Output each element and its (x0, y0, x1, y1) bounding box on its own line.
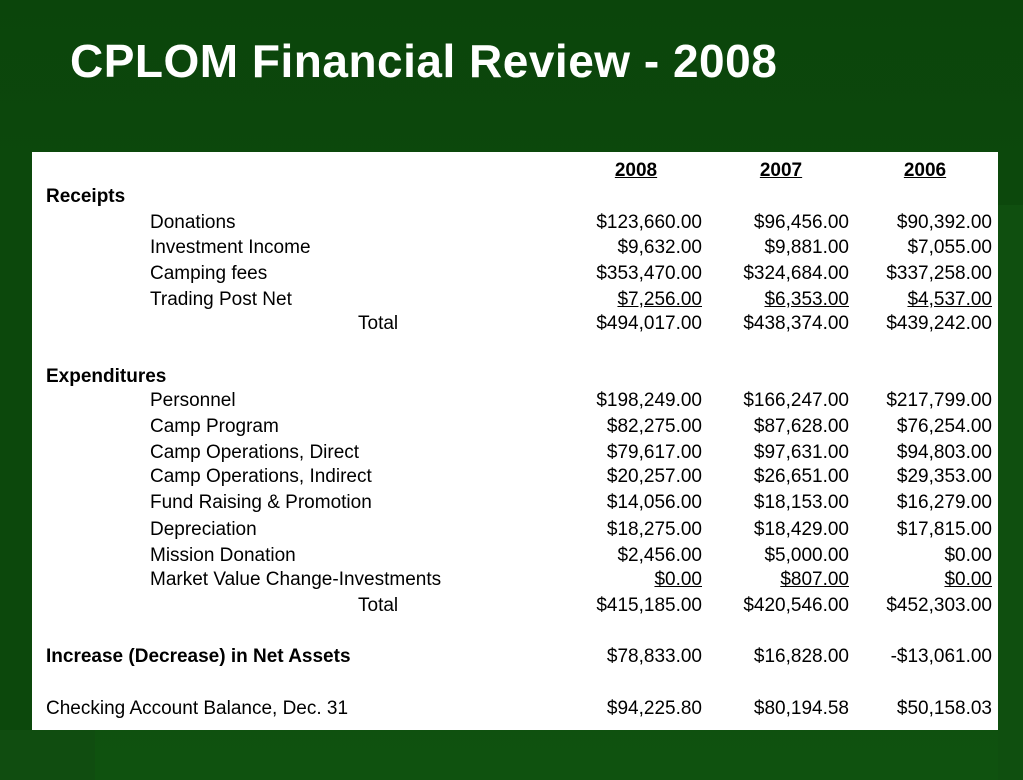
receipts-heading: Receipts (46, 186, 126, 207)
receipts-total-2008: $494,017.00 (596, 313, 702, 334)
net-assets-2008: $78,833.00 (606, 646, 702, 667)
expenditures-total-2008: $415,185.00 (596, 595, 702, 616)
cell-2008: $2,456.00 (617, 545, 702, 566)
background-block (0, 730, 95, 780)
row-label: Depreciation (150, 519, 257, 540)
row-label: Trading Post Net (150, 289, 292, 310)
cell-2006: $16,279.00 (896, 492, 992, 513)
year-header-2007: 2007 (759, 160, 803, 181)
cell-2008: $353,470.00 (596, 263, 702, 284)
cell-2008: $82,275.00 (606, 416, 702, 437)
receipts-total-2007: $438,374.00 (743, 313, 849, 334)
net-assets-2007: $16,828.00 (753, 646, 849, 667)
cell-value: $6,353.00 (764, 289, 849, 310)
checking-balance-2008: $94,225.80 (606, 698, 702, 719)
row-label: Mission Donation (150, 545, 296, 566)
cell-2008: $14,056.00 (606, 492, 702, 513)
cell-2006 (812, 289, 992, 311)
cell-2007: $18,153.00 (753, 492, 849, 513)
cell-2008: $9,632.00 (617, 237, 702, 258)
cell-2007: $96,456.00 (753, 212, 849, 233)
checking-balance-2006: $50,158.03 (896, 698, 992, 719)
cell-2006: $29,353.00 (896, 466, 992, 487)
slide-title: CPLOM Financial Review - 2008 (70, 35, 778, 87)
cell-2008: $198,249.00 (596, 390, 702, 411)
cell-2007: $166,247.00 (743, 390, 849, 411)
cell-2008: $20,257.00 (606, 466, 702, 487)
checking-balance-label: Checking Account Balance, Dec. 31 (46, 698, 349, 719)
financial-table (32, 152, 998, 730)
row-label: Donations (150, 212, 236, 233)
background-block (0, 150, 32, 730)
cell-value: $0.00 (944, 569, 992, 590)
cell-value: $4,537.00 (907, 289, 992, 310)
receipts-total-label: Total (358, 313, 399, 334)
cell-2006: $17,815.00 (896, 519, 992, 540)
cell-2006: $76,254.00 (896, 416, 992, 437)
cell-value: $0.00 (654, 569, 702, 590)
checking-balance-2007: $80,194.58 (753, 698, 849, 719)
expenditures-heading: Expenditures (46, 366, 167, 387)
receipts-total-2006: $439,242.00 (886, 313, 992, 334)
row-label: Camp Operations, Indirect (150, 466, 372, 487)
row-label: Camp Operations, Direct (150, 442, 360, 463)
cell-2008: $79,617.00 (606, 442, 702, 463)
net-assets-2006: -$13,061.00 (890, 646, 992, 667)
background-block (998, 205, 1023, 780)
cell-2007: $9,881.00 (764, 237, 849, 258)
row-label: Market Value Change-Investments (150, 569, 442, 590)
cell-2007: $97,631.00 (753, 442, 849, 463)
net-assets-label: Increase (Decrease) in Net Assets (46, 646, 351, 667)
row-label: Fund Raising & Promotion (150, 492, 372, 513)
cell-value: $807.00 (780, 569, 849, 590)
expenditures-total-2007: $420,546.00 (743, 595, 849, 616)
cell-2007: $5,000.00 (764, 545, 849, 566)
cell-2006 (812, 569, 992, 591)
expenditures-total-label: Total (358, 595, 399, 616)
row-label: Investment Income (150, 237, 311, 258)
cell-2008: $123,660.00 (596, 212, 702, 233)
cell-2006: $7,055.00 (907, 237, 992, 258)
year-header-2006: 2006 (903, 160, 947, 181)
cell-2006: $217,799.00 (886, 390, 992, 411)
cell-2007: $87,628.00 (753, 416, 849, 437)
row-label: Camp Program (150, 416, 279, 437)
cell-2006: $94,803.00 (896, 442, 992, 463)
cell-value: $7,256.00 (617, 289, 702, 310)
year-header-2008: 2008 (614, 160, 658, 181)
cell-2006: $90,392.00 (896, 212, 992, 233)
expenditures-total-2006: $452,303.00 (886, 595, 992, 616)
cell-2007: $324,684.00 (743, 263, 849, 284)
cell-2006: $337,258.00 (886, 263, 992, 284)
cell-2006: $0.00 (944, 545, 992, 566)
row-label: Personnel (150, 390, 236, 411)
cell-2007: $18,429.00 (753, 519, 849, 540)
cell-2007: $26,651.00 (753, 466, 849, 487)
row-label: Camping fees (150, 263, 268, 284)
cell-2008: $18,275.00 (606, 519, 702, 540)
